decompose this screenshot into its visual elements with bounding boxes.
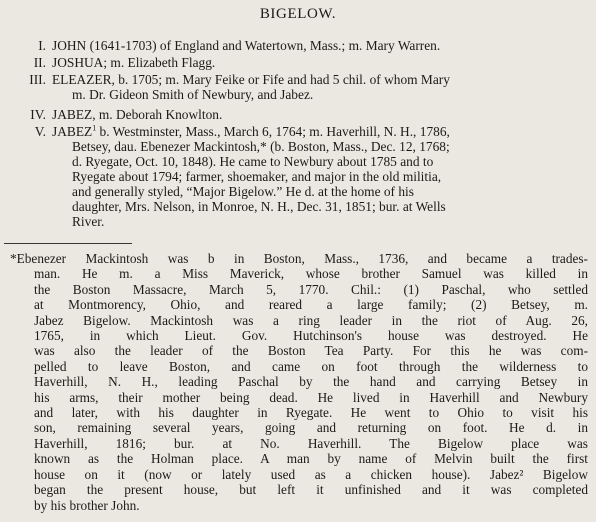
footnote-line: man. He m. a Miss Maverick, whose brother Samuel was killed in [34, 266, 588, 282]
footnote-line: Haverhill, 1816; bur. at No. Haverhill. The Bigelow place was [34, 435, 588, 451]
generation-entry [6, 124, 588, 229]
entry-text: daughter, Mrs. Nelson, in Monroe, N. H., Dec. 31, 1851; bur. at Wells [72, 199, 446, 214]
person-name: JABEZ [52, 107, 93, 122]
entry-text: Betsey, dau. Ebenezer Mackintosh,* (b. Boston, Mass., Dec. 12, 1768; [72, 139, 450, 154]
entry-text: b. Westminster, Mass., March 6, 1764; m. Haverhill, N. H., 1786, [96, 124, 450, 139]
page-title: BIGELOW. [259, 6, 337, 22]
generation-entry [6, 55, 588, 70]
footnote-line: Jabez Bigelow. Mackintosh was a ring leader in the riot of Aug. 26, [34, 312, 588, 328]
entry-text: and generally styled, “Major Bigelow.” He d. at the home of his [72, 184, 414, 199]
entry-text: m. Dr. Gideon Smith of Newbury, and Jabez. [72, 87, 314, 102]
footnote-line: at Montmorency, Ohio, and reared a large family; (2) Betsey, m. [34, 297, 588, 313]
generation-entry [6, 107, 588, 122]
generation-numeral: I. [38, 38, 46, 53]
entry-text: Ryegate about 1794; farmer, shoemaker, and major in the old militia, [72, 169, 442, 184]
generation-numeral: III. [29, 72, 46, 87]
footnote-line: son, remaining several years, going and returning on foot. He d. in [34, 420, 588, 436]
footnote-line: by his brother John. [34, 497, 140, 513]
footnote-line: was also the leader of the Boston Tea Party. For this he was com- [34, 343, 588, 359]
footnote-line: his arms, their mother being dead. He lived in Haverhill and Newbury [34, 389, 588, 405]
entry-text: River. [72, 214, 105, 229]
footnote-line: known as the Holman place. A man by name of Melvin built the first [34, 451, 588, 467]
footnote-line: house on it (now or lately used as a chicken house). Jabez² Bigelow [34, 466, 588, 482]
generation-entry [6, 72, 588, 102]
generation-numeral: IV. [30, 107, 46, 122]
footnote-line: 1765, in which Lieut. Gov. Hutchinson's house was destroyed. He [34, 328, 588, 344]
generation-entry [6, 38, 588, 53]
footnote-line: pelled to leave Boston, and came on foot through the wilderness to [34, 358, 588, 374]
entry-text: d. Ryegate, Oct. 10, 1848). He came to Newbury about 1785 and to [72, 154, 434, 169]
entry-text: (1641-1703) of England and Watertown, Mass.; m. Mary Warren. [89, 38, 441, 53]
generation-superscript: 1 [92, 123, 97, 133]
footnote-divider [4, 243, 132, 244]
footnote-line: and later, with his daughter in Ryegate. He went to Ohio to visit his [34, 405, 588, 421]
entry-text: , b. 1705; m. Mary Feike or Fife and had 5 chil. of whom Mary [111, 72, 450, 87]
footnote [10, 251, 588, 513]
footnote-line: *Ebenezer Mackintosh was b in Boston, Mass., 1736, and became a trades- [10, 251, 588, 266]
entry-text: ; m. Elizabeth Flagg. [103, 55, 216, 70]
footnote-line: Haverhill, N. H., leading Paschal by the hand and carrying Betsey in [34, 374, 588, 390]
generation-numeral: V. [34, 124, 46, 139]
person-name: JOSHUA [52, 55, 104, 70]
footnote-line: the Boston Massacre, March 5, 1770. Chil.: (1) Paschal, who settled [34, 281, 588, 297]
person-name: JOHN [52, 38, 87, 53]
entry-text: , m. Deborah Knowlton. [92, 107, 223, 122]
generation-numeral: II. [33, 55, 46, 70]
person-name: JABEZ [52, 124, 93, 139]
footnote-line: began the present house, but left it unfinished and it was completed [34, 482, 588, 498]
person-name: ELEAZER [52, 72, 112, 87]
